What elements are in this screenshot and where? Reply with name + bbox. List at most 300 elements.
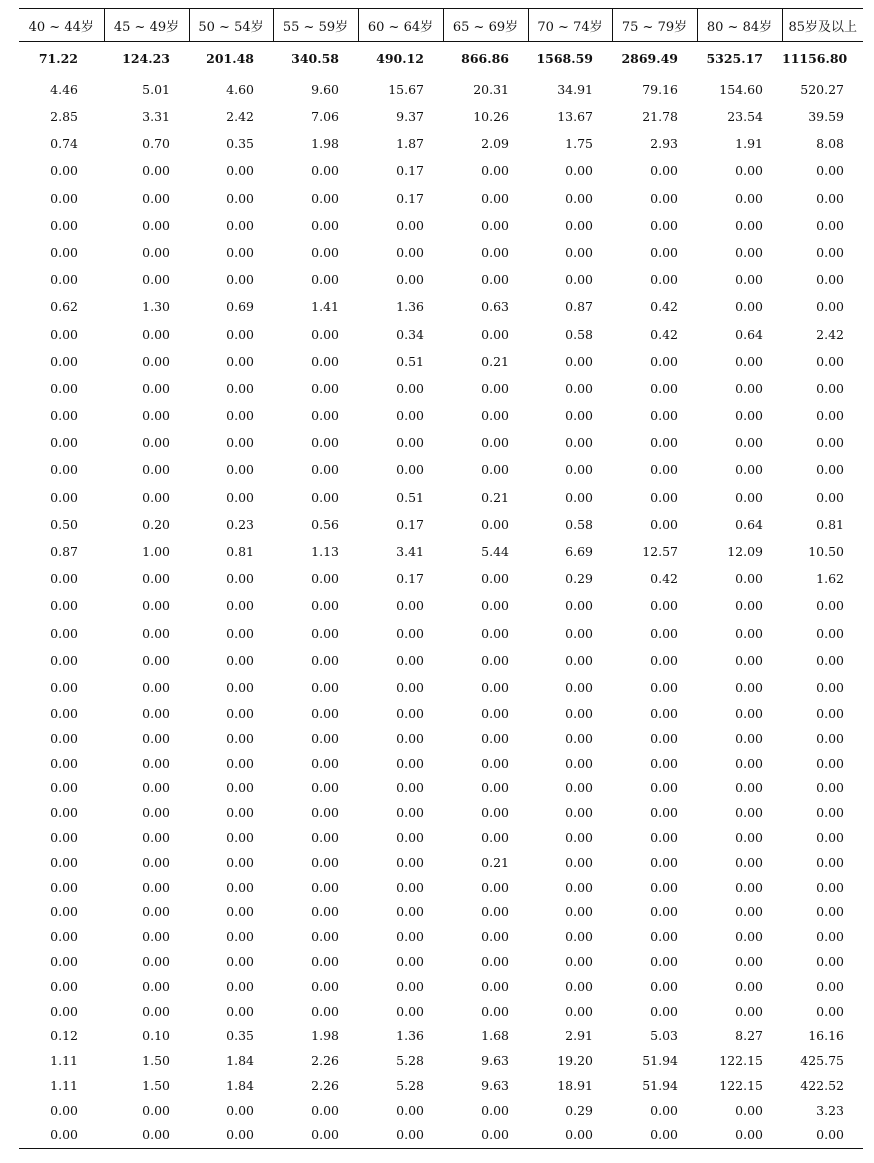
table-cell: 0.00 bbox=[481, 272, 509, 288]
table-row bbox=[19, 484, 863, 511]
table-row bbox=[19, 294, 863, 321]
table-cell: 0.00 bbox=[311, 879, 339, 895]
table-cell: 1.68 bbox=[481, 1028, 509, 1044]
table-cell: 0.00 bbox=[311, 326, 339, 342]
table-cell: 0.00 bbox=[565, 879, 593, 895]
table-cell: 1.75 bbox=[565, 136, 593, 152]
table-cell: 0.00 bbox=[19, 1123, 104, 1148]
table-cell: 5.28 bbox=[396, 1053, 424, 1069]
table-cell: 0.00 bbox=[311, 730, 339, 746]
table-cell: 9.37 bbox=[396, 109, 424, 125]
table-cell: 0.00 bbox=[650, 953, 678, 969]
table-body bbox=[19, 42, 863, 1149]
table-cell: 0.70 bbox=[142, 136, 170, 152]
table-cell: 0.00 bbox=[226, 217, 254, 233]
table-cell: 0.00 bbox=[311, 435, 339, 451]
table-cell: 0.00 bbox=[311, 829, 339, 845]
table-cell: 0.00 bbox=[735, 190, 763, 206]
table-cell: 0.35 bbox=[226, 1028, 254, 1044]
table-cell: 0.00 bbox=[565, 929, 593, 945]
table-cell: 0.35 bbox=[226, 136, 254, 152]
table-cell: 0.00 bbox=[396, 904, 424, 920]
table-cell: 0.00 bbox=[226, 929, 254, 945]
table-cell: 0.00 bbox=[50, 652, 78, 668]
table-cell: 340.58 bbox=[291, 51, 339, 66]
table-cell: 0.00 bbox=[481, 929, 509, 945]
column-header: 85岁及以上 bbox=[782, 9, 863, 42]
table-cell: 0.00 bbox=[311, 380, 339, 396]
table-row bbox=[19, 727, 863, 752]
table-cell: 0.00 bbox=[396, 730, 424, 746]
table-cell: 0.00 bbox=[142, 652, 170, 668]
table-cell: 51.94 bbox=[642, 1077, 678, 1093]
table-row bbox=[19, 403, 863, 430]
table-cell: 0.00 bbox=[481, 953, 509, 969]
table-cell: 0.00 bbox=[396, 929, 424, 945]
table-cell: 0.00 bbox=[816, 217, 844, 233]
table-cell: 0.00 bbox=[142, 953, 170, 969]
table-cell: 0.00 bbox=[142, 625, 170, 641]
table-cell: 0.00 bbox=[50, 1003, 78, 1019]
table-cell: 0.00 bbox=[311, 408, 339, 424]
table-cell: 0.00 bbox=[273, 1123, 358, 1148]
table-cell: 0.00 bbox=[142, 755, 170, 771]
table-row bbox=[19, 185, 863, 212]
table-cell: 0.00 bbox=[481, 652, 509, 668]
table-cell: 0.00 bbox=[565, 953, 593, 969]
table-cell: 0.00 bbox=[226, 780, 254, 796]
table-row bbox=[19, 158, 863, 185]
table-cell: 0.00 bbox=[142, 272, 170, 288]
table-cell: 0.00 bbox=[50, 1102, 78, 1118]
table-cell: 0.00 bbox=[311, 272, 339, 288]
table-cell: 0.58 bbox=[565, 326, 593, 342]
table-row bbox=[19, 900, 863, 925]
table-cell: 0.00 bbox=[565, 730, 593, 746]
table-cell: 422.52 bbox=[800, 1077, 844, 1093]
table-cell: 0.00 bbox=[650, 780, 678, 796]
table-cell: 0.00 bbox=[50, 190, 78, 206]
table-cell: 0.00 bbox=[311, 904, 339, 920]
table-row bbox=[19, 999, 863, 1024]
table-cell: 0.00 bbox=[50, 953, 78, 969]
table-cell: 2.91 bbox=[565, 1028, 593, 1044]
table-cell: 0.00 bbox=[735, 1102, 763, 1118]
table-cell: 0.00 bbox=[735, 780, 763, 796]
table-cell: 0.00 bbox=[142, 805, 170, 821]
table-cell: 0.00 bbox=[226, 1003, 254, 1019]
table-cell: 0.00 bbox=[816, 489, 844, 505]
table-cell: 6.69 bbox=[565, 544, 593, 560]
table-cell: 0.00 bbox=[481, 879, 509, 895]
table-cell: 9.63 bbox=[481, 1053, 509, 1069]
table-cell: 0.00 bbox=[396, 805, 424, 821]
table-cell: 0.00 bbox=[226, 805, 254, 821]
table-cell: 0.00 bbox=[650, 904, 678, 920]
table-cell: 0.00 bbox=[226, 353, 254, 369]
table-cell: 0.00 bbox=[481, 190, 509, 206]
table-cell: 0.00 bbox=[311, 598, 339, 614]
table-cell: 0.87 bbox=[50, 544, 78, 560]
table-cell: 0.00 bbox=[50, 929, 78, 945]
table-cell: 0.00 bbox=[481, 516, 509, 532]
table-cell: 8.08 bbox=[816, 136, 844, 152]
table-cell: 0.00 bbox=[650, 705, 678, 721]
table-cell: 0.00 bbox=[565, 978, 593, 994]
table-cell: 19.20 bbox=[557, 1053, 593, 1069]
table-cell: 0.00 bbox=[816, 462, 844, 478]
table-cell: 0.00 bbox=[481, 755, 509, 771]
table-cell: 425.75 bbox=[800, 1053, 844, 1069]
table-cell: 0.00 bbox=[50, 462, 78, 478]
table-cell: 0.00 bbox=[481, 679, 509, 695]
table-cell: 0.00 bbox=[735, 299, 763, 315]
table-cell: 0.00 bbox=[396, 598, 424, 614]
table-cell: 0.00 bbox=[650, 353, 678, 369]
table-cell: 0.00 bbox=[816, 929, 844, 945]
table-cell: 0.00 bbox=[481, 780, 509, 796]
table-cell: 0.00 bbox=[735, 953, 763, 969]
table-cell: 0.00 bbox=[816, 829, 844, 845]
table-cell: 0.00 bbox=[142, 705, 170, 721]
table-cell: 0.00 bbox=[612, 1123, 697, 1148]
table-cell: 1.36 bbox=[396, 1028, 424, 1044]
table-cell: 0.10 bbox=[142, 1028, 170, 1044]
table-cell: 0.17 bbox=[396, 190, 424, 206]
table-cell: 0.00 bbox=[50, 705, 78, 721]
table-cell: 0.00 bbox=[50, 217, 78, 233]
table-cell: 0.00 bbox=[50, 755, 78, 771]
table-cell: 2.42 bbox=[816, 326, 844, 342]
table-cell: 0.00 bbox=[50, 978, 78, 994]
table-cell: 0.00 bbox=[396, 380, 424, 396]
table-cell: 0.00 bbox=[226, 978, 254, 994]
table-cell: 1.50 bbox=[142, 1077, 170, 1093]
table-cell: 0.00 bbox=[565, 489, 593, 505]
table-cell: 0.00 bbox=[735, 652, 763, 668]
table-cell: 0.00 bbox=[226, 489, 254, 505]
table-cell: 0.00 bbox=[396, 244, 424, 260]
table-cell: 1.13 bbox=[311, 544, 339, 560]
table-cell: 0.00 bbox=[226, 829, 254, 845]
table-cell: 0.00 bbox=[311, 679, 339, 695]
table-cell: 0.00 bbox=[650, 244, 678, 260]
table-cell: 0.00 bbox=[816, 299, 844, 315]
table-row bbox=[19, 620, 863, 647]
table-cell: 0.17 bbox=[396, 571, 424, 587]
table-cell: 0.00 bbox=[735, 217, 763, 233]
table-cell: 10.50 bbox=[808, 544, 844, 560]
table-cell: 0.00 bbox=[650, 625, 678, 641]
table-cell: 1.98 bbox=[311, 136, 339, 152]
table-cell: 7.06 bbox=[311, 109, 339, 125]
table-cell: 0.00 bbox=[565, 705, 593, 721]
table-row bbox=[19, 321, 863, 348]
table-cell: 0.00 bbox=[565, 435, 593, 451]
table-cell: 5.01 bbox=[142, 81, 170, 97]
table-cell: 0.00 bbox=[142, 244, 170, 260]
table-cell: 0.00 bbox=[226, 904, 254, 920]
table-cell: 0.00 bbox=[565, 829, 593, 845]
table-cell: 9.63 bbox=[481, 1077, 509, 1093]
table-cell: 20.31 bbox=[473, 81, 509, 97]
table-cell: 0.42 bbox=[650, 326, 678, 342]
table-cell: 5.28 bbox=[396, 1077, 424, 1093]
table-cell: 2.26 bbox=[311, 1077, 339, 1093]
table-cell: 0.00 bbox=[735, 163, 763, 179]
table-cell: 0.00 bbox=[481, 805, 509, 821]
table-cell: 0.00 bbox=[311, 462, 339, 478]
table-cell: 0.00 bbox=[226, 879, 254, 895]
table-cell: 0.00 bbox=[104, 1123, 189, 1148]
table-cell: 0.00 bbox=[142, 353, 170, 369]
table-cell: 0.00 bbox=[226, 163, 254, 179]
table-cell: 0.00 bbox=[142, 1102, 170, 1118]
table-cell: 0.00 bbox=[142, 730, 170, 746]
table-cell: 0.00 bbox=[735, 705, 763, 721]
table-cell: 0.00 bbox=[816, 244, 844, 260]
table-cell: 0.00 bbox=[396, 1003, 424, 1019]
table-cell: 0.00 bbox=[816, 953, 844, 969]
table-cell: 0.00 bbox=[142, 408, 170, 424]
table-cell: 0.20 bbox=[142, 516, 170, 532]
table-cell: 0.00 bbox=[650, 879, 678, 895]
table-cell: 21.78 bbox=[642, 109, 678, 125]
table-row bbox=[19, 104, 863, 131]
table-row bbox=[19, 925, 863, 950]
table-cell: 3.23 bbox=[816, 1102, 844, 1118]
table-cell: 0.12 bbox=[50, 1028, 78, 1044]
table-cell: 122.15 bbox=[719, 1077, 763, 1093]
table-cell: 0.00 bbox=[565, 380, 593, 396]
table-row bbox=[19, 430, 863, 457]
column-header: 50 ~ 54岁 bbox=[189, 9, 273, 42]
table-cell: 0.00 bbox=[311, 163, 339, 179]
table-cell: 1.50 bbox=[142, 1053, 170, 1069]
table-cell: 0.00 bbox=[396, 953, 424, 969]
table-cell: 0.00 bbox=[142, 571, 170, 587]
table-cell: 0.00 bbox=[443, 1123, 528, 1148]
table-cell: 0.00 bbox=[396, 879, 424, 895]
table-cell: 0.00 bbox=[816, 435, 844, 451]
table-cell: 0.00 bbox=[358, 1123, 443, 1148]
table-cell: 0.00 bbox=[481, 571, 509, 587]
table-cell: 0.00 bbox=[50, 730, 78, 746]
table-cell: 0.00 bbox=[735, 244, 763, 260]
table-cell: 0.00 bbox=[481, 625, 509, 641]
table-cell: 0.00 bbox=[142, 904, 170, 920]
table-cell: 0.00 bbox=[50, 879, 78, 895]
table-cell: 0.00 bbox=[396, 705, 424, 721]
table-cell: 0.00 bbox=[396, 652, 424, 668]
table-cell: 0.00 bbox=[650, 163, 678, 179]
table-cell: 1568.59 bbox=[536, 51, 593, 66]
table-cell: 0.00 bbox=[50, 854, 78, 870]
table-cell: 0.00 bbox=[816, 408, 844, 424]
table-cell: 0.00 bbox=[782, 1123, 863, 1148]
table-cell: 0.00 bbox=[226, 571, 254, 587]
table-cell: 0.00 bbox=[650, 489, 678, 505]
table-cell: 0.00 bbox=[311, 854, 339, 870]
table-row bbox=[19, 77, 863, 104]
table-cell: 2.09 bbox=[481, 136, 509, 152]
table-cell: 0.00 bbox=[396, 829, 424, 845]
table-cell: 0.00 bbox=[142, 435, 170, 451]
table-row bbox=[19, 950, 863, 975]
table-cell: 0.00 bbox=[226, 272, 254, 288]
table-cell: 1.84 bbox=[226, 1053, 254, 1069]
table-cell: 0.00 bbox=[311, 805, 339, 821]
table-cell: 0.00 bbox=[142, 854, 170, 870]
table-cell: 0.00 bbox=[396, 755, 424, 771]
table-cell: 0.00 bbox=[226, 380, 254, 396]
table-cell: 0.00 bbox=[650, 217, 678, 233]
table-cell: 0.00 bbox=[816, 755, 844, 771]
table-cell: 12.09 bbox=[727, 544, 763, 560]
table-cell: 0.00 bbox=[226, 326, 254, 342]
table-cell: 0.00 bbox=[735, 353, 763, 369]
table-cell: 0.21 bbox=[481, 854, 509, 870]
table-cell: 0.00 bbox=[226, 679, 254, 695]
table-cell: 0.00 bbox=[735, 435, 763, 451]
table-cell: 490.12 bbox=[376, 51, 424, 66]
table-cell: 0.00 bbox=[142, 380, 170, 396]
table-cell: 201.48 bbox=[206, 51, 254, 66]
table-cell: 0.00 bbox=[565, 652, 593, 668]
table-cell: 0.00 bbox=[565, 353, 593, 369]
table-cell: 0.00 bbox=[50, 353, 78, 369]
table-cell: 0.00 bbox=[735, 805, 763, 821]
table-cell: 0.00 bbox=[226, 755, 254, 771]
column-header: 60 ~ 64岁 bbox=[358, 9, 443, 42]
table-cell: 0.00 bbox=[816, 652, 844, 668]
table-cell: 0.00 bbox=[396, 435, 424, 451]
table-cell: 0.00 bbox=[565, 598, 593, 614]
table-row bbox=[19, 267, 863, 294]
table-cell: 0.00 bbox=[142, 326, 170, 342]
table-cell: 0.00 bbox=[565, 1003, 593, 1019]
table-cell: 0.00 bbox=[650, 435, 678, 451]
table-cell: 0.00 bbox=[50, 598, 78, 614]
table-cell: 0.00 bbox=[735, 755, 763, 771]
table-cell: 0.00 bbox=[735, 1003, 763, 1019]
table-row bbox=[19, 1123, 863, 1148]
table-cell: 0.00 bbox=[311, 353, 339, 369]
table-cell: 2.42 bbox=[226, 109, 254, 125]
table-cell: 0.51 bbox=[396, 489, 424, 505]
table-row bbox=[19, 776, 863, 801]
table-cell: 1.00 bbox=[142, 544, 170, 560]
table-cell: 0.62 bbox=[50, 299, 78, 315]
table-cell: 0.00 bbox=[735, 879, 763, 895]
table-cell: 0.00 bbox=[50, 780, 78, 796]
table-cell: 0.00 bbox=[50, 435, 78, 451]
table-cell: 122.15 bbox=[719, 1053, 763, 1069]
table-cell: 0.00 bbox=[735, 625, 763, 641]
table-row bbox=[19, 131, 863, 158]
table-cell: 79.16 bbox=[642, 81, 678, 97]
table-cell: 0.00 bbox=[735, 598, 763, 614]
table-cell: 0.00 bbox=[481, 217, 509, 233]
table-cell: 0.00 bbox=[565, 904, 593, 920]
table-cell: 124.23 bbox=[122, 51, 170, 66]
table-row bbox=[19, 42, 863, 77]
table-cell: 0.00 bbox=[50, 326, 78, 342]
table-cell: 2.26 bbox=[311, 1053, 339, 1069]
table-cell: 0.00 bbox=[735, 380, 763, 396]
data-table-container bbox=[19, 8, 863, 1149]
table-cell: 0.00 bbox=[50, 805, 78, 821]
table-cell: 0.00 bbox=[816, 904, 844, 920]
table-cell: 0.00 bbox=[650, 929, 678, 945]
table-cell: 0.00 bbox=[481, 1003, 509, 1019]
table-cell: 0.00 bbox=[226, 244, 254, 260]
table-cell: 0.00 bbox=[650, 730, 678, 746]
table-cell: 0.00 bbox=[50, 679, 78, 695]
table-cell: 0.00 bbox=[50, 380, 78, 396]
table-cell: 16.16 bbox=[808, 1028, 844, 1044]
table-cell: 0.21 bbox=[481, 489, 509, 505]
table-cell: 1.91 bbox=[735, 136, 763, 152]
table-cell: 0.00 bbox=[481, 326, 509, 342]
table-cell: 0.00 bbox=[396, 272, 424, 288]
table-cell: 0.00 bbox=[650, 829, 678, 845]
table-cell: 0.00 bbox=[816, 380, 844, 396]
table-cell: 0.00 bbox=[396, 217, 424, 233]
table-cell: 0.42 bbox=[650, 571, 678, 587]
table-cell: 0.00 bbox=[142, 929, 170, 945]
table-cell: 0.00 bbox=[50, 163, 78, 179]
table-cell: 0.00 bbox=[565, 244, 593, 260]
table-cell: 0.00 bbox=[142, 978, 170, 994]
table-cell: 12.57 bbox=[642, 544, 678, 560]
column-header: 55 ~ 59岁 bbox=[273, 9, 358, 42]
table-cell: 0.00 bbox=[565, 217, 593, 233]
table-cell: 5.44 bbox=[481, 544, 509, 560]
column-header: 75 ~ 79岁 bbox=[612, 9, 697, 42]
table-cell: 0.00 bbox=[481, 904, 509, 920]
table-cell: 0.00 bbox=[650, 679, 678, 695]
rate-table bbox=[19, 8, 863, 1149]
column-header: 70 ~ 74岁 bbox=[528, 9, 612, 42]
table-cell: 0.00 bbox=[226, 730, 254, 746]
table-cell: 0.00 bbox=[735, 408, 763, 424]
table-cell: 2.93 bbox=[650, 136, 678, 152]
table-cell: 0.00 bbox=[311, 190, 339, 206]
column-header: 45 ~ 49岁 bbox=[104, 9, 189, 42]
table-cell: 520.27 bbox=[800, 81, 844, 97]
table-cell: 34.91 bbox=[557, 81, 593, 97]
table-cell: 0.00 bbox=[142, 879, 170, 895]
table-cell: 8.27 bbox=[735, 1028, 763, 1044]
table-cell: 0.00 bbox=[311, 705, 339, 721]
table-cell: 1.98 bbox=[311, 1028, 339, 1044]
column-header: 80 ~ 84岁 bbox=[697, 9, 782, 42]
table-cell: 23.54 bbox=[727, 109, 763, 125]
table-cell: 0.00 bbox=[311, 625, 339, 641]
table-cell: 0.00 bbox=[50, 408, 78, 424]
table-cell: 0.00 bbox=[565, 805, 593, 821]
table-row bbox=[19, 702, 863, 727]
table-row bbox=[19, 647, 863, 674]
table-cell: 0.00 bbox=[142, 489, 170, 505]
table-cell: 0.00 bbox=[396, 408, 424, 424]
table-cell: 0.00 bbox=[396, 625, 424, 641]
table-cell: 0.00 bbox=[816, 854, 844, 870]
table-cell: 0.00 bbox=[735, 489, 763, 505]
table-cell: 0.00 bbox=[650, 516, 678, 532]
table-row bbox=[19, 512, 863, 539]
